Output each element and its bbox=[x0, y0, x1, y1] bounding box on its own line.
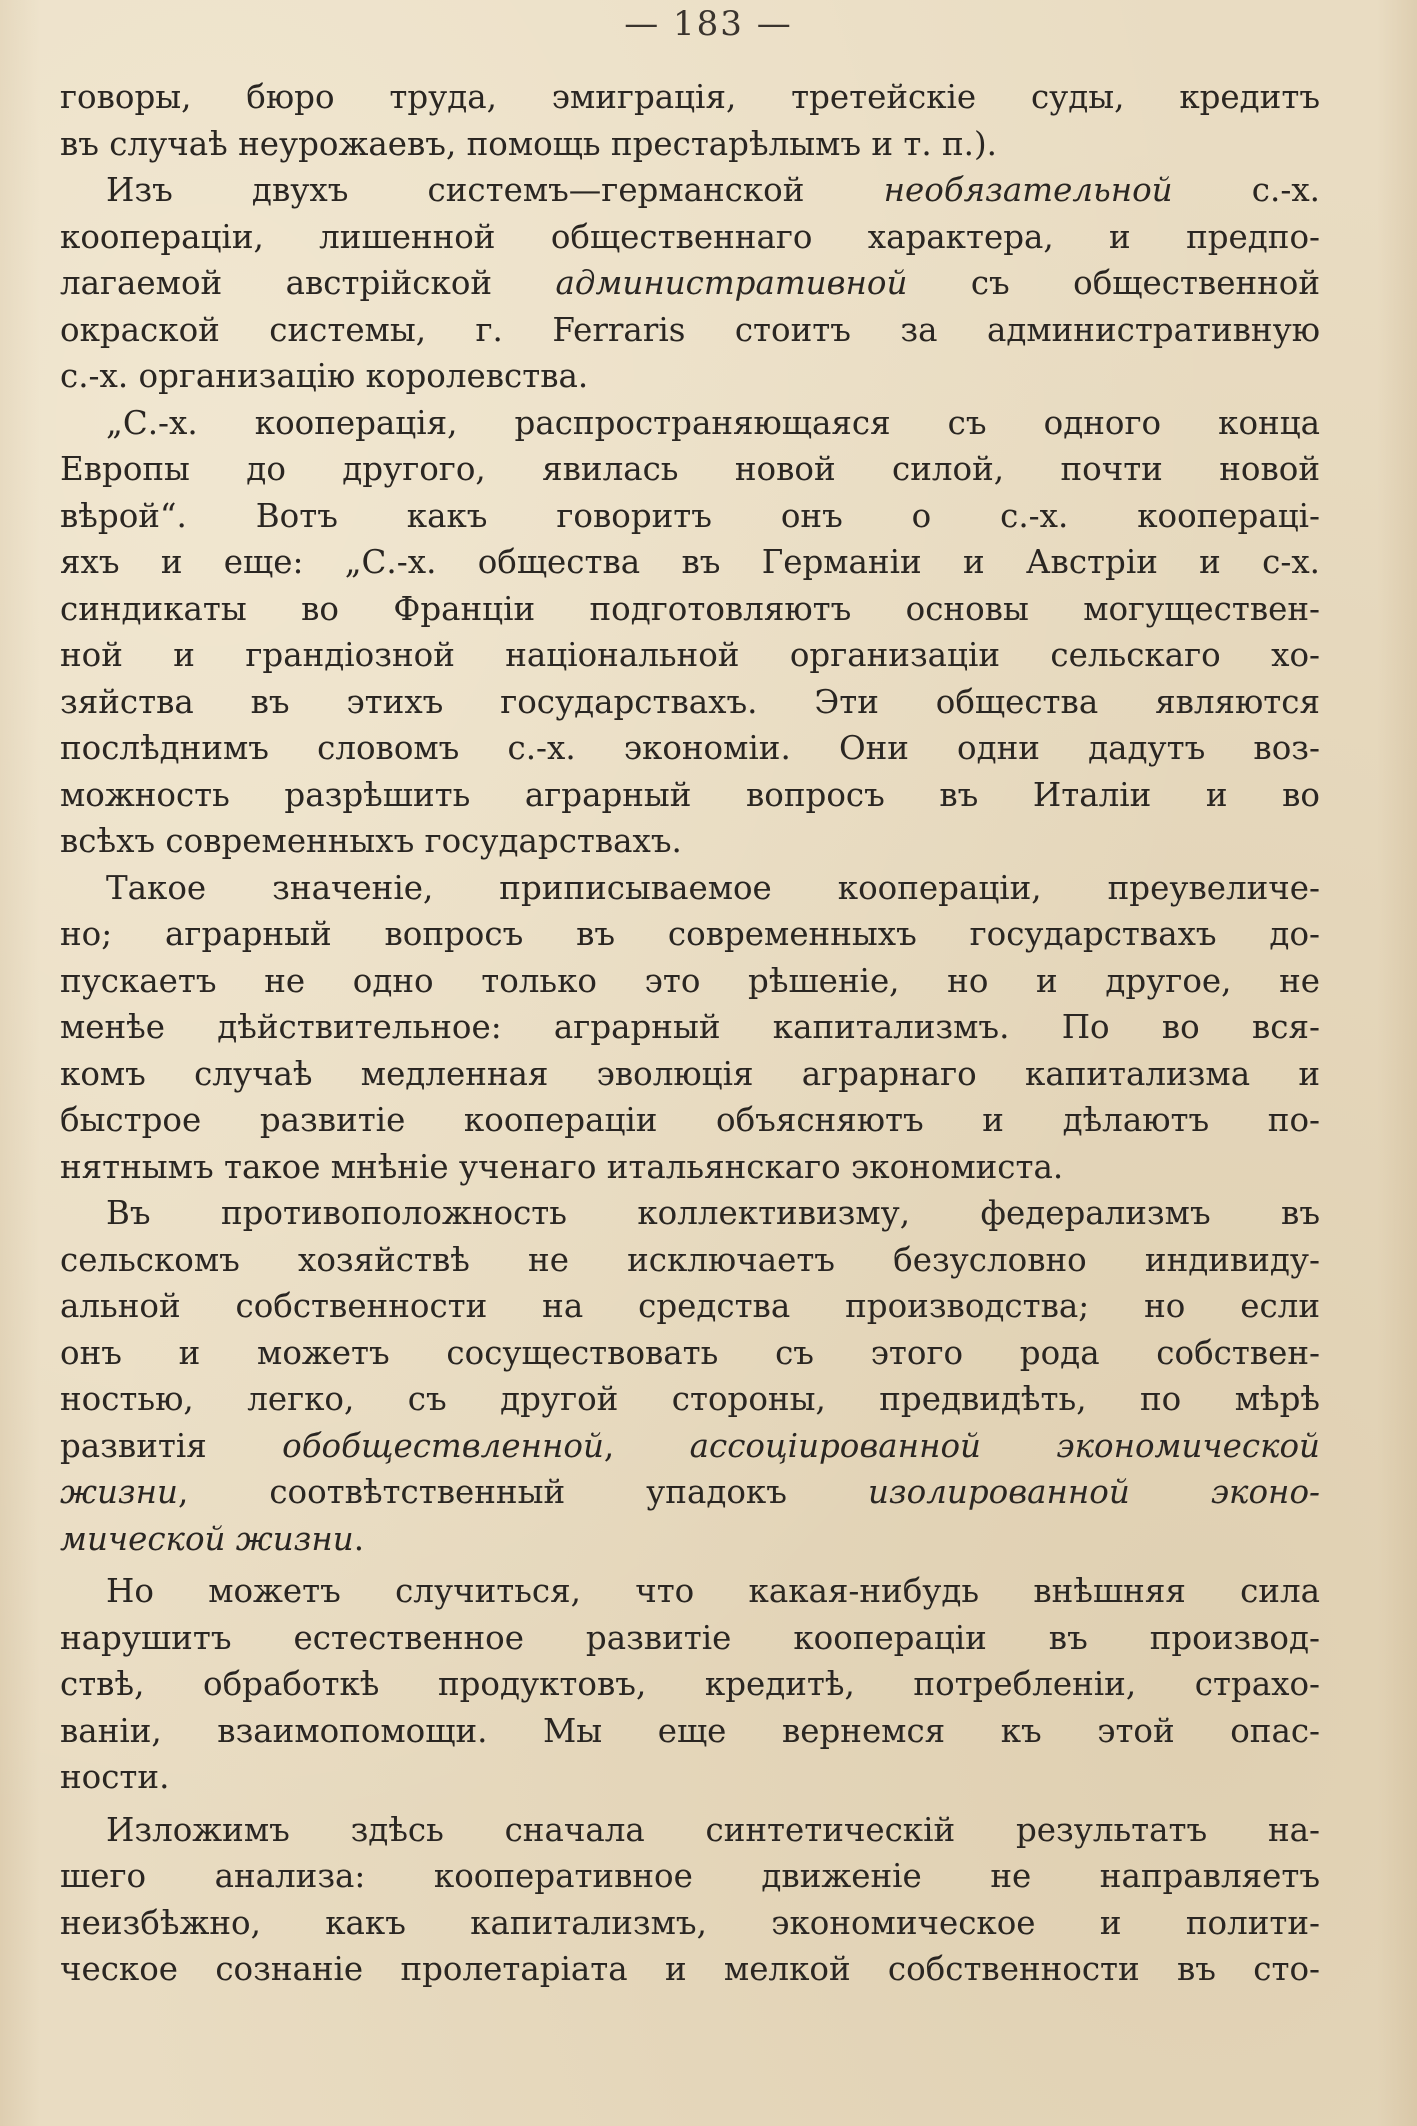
text-line: Въ противоположность коллективизму, федерализмъ въ bbox=[106, 1194, 1320, 1232]
italic-phrase: ассоціированной экономической bbox=[689, 1426, 1320, 1465]
text-line: но; аграрный вопросъ въ современныхъ государствахъ до- bbox=[60, 915, 1320, 953]
text-line: неизбѣжно, какъ капитализмъ, экономическое и полити- bbox=[60, 1903, 1320, 1942]
text-line: „С.-х. кооперація, распространяющаяся съ одного конца bbox=[106, 403, 1320, 442]
text-line: можность разрѣшить аграрный вопросъ въ Италіи и во bbox=[60, 775, 1320, 814]
text-line: ческое сознаніе пролетаріата и мелкой собственности въ сто- bbox=[60, 1950, 1320, 1988]
text-line: въ случаѣ неурожаевъ, помощь престарѣлымъ и т. п.). bbox=[60, 124, 998, 163]
text-line: пускаетъ не одно только это рѣшеніе, но и другое, не bbox=[60, 961, 1320, 1000]
text-line: онъ и можетъ сосуществовать съ этого рода собствен- bbox=[60, 1333, 1320, 1372]
text-line: альной собственности на средства производства; но если bbox=[60, 1287, 1320, 1325]
text-line: быстрое развитіе коопераціи объясняютъ и дѣлаютъ по- bbox=[60, 1101, 1320, 1139]
text-line: сельскомъ хозяйствѣ не исключаетъ безусловно индивиду- bbox=[60, 1240, 1320, 1279]
text-line: синдикаты во Франціи подготовляютъ основы могуществен- bbox=[60, 589, 1320, 628]
text-line: зяйства въ этихъ государствахъ. Эти общества являются bbox=[60, 682, 1320, 721]
text-line: яхъ и еще: „С.-х. общества въ Германіи и Австріи и с-х. bbox=[60, 543, 1320, 581]
text-line: Европы до другого, явилась новой силой, почти новой bbox=[60, 450, 1320, 488]
text-line: жизни, соотвѣтственный упадокъ изолированной эконо- bbox=[60, 1473, 1320, 1511]
italic-phrase: мической жизни bbox=[60, 1519, 354, 1558]
text-line: нарушитъ естественное развитіе коопераціи въ производ- bbox=[60, 1618, 1320, 1657]
text-line: окраской системы, г. Ferraris стоитъ за административную bbox=[60, 310, 1320, 349]
text-line: ствѣ, обработкѣ продуктовъ, кредитѣ, потребленіи, страхо- bbox=[60, 1665, 1320, 1703]
text-line: Изъ двухъ системъ—германской необязательной с.-х. bbox=[106, 171, 1320, 209]
italic-phrase: обобществленной bbox=[282, 1426, 604, 1465]
italic-phrase: изолированной эконо- bbox=[867, 1473, 1320, 1511]
text-line: ностью, легко, съ другой стороны, предвидѣть, по мѣрѣ bbox=[60, 1380, 1320, 1418]
text-line: лагаемой австрійской административной съ общественной bbox=[60, 264, 1320, 302]
page-number: — 183 — bbox=[624, 4, 793, 44]
text-line: с.-х. организацію королевства. bbox=[60, 357, 589, 395]
text-line: вѣрой“. Вотъ какъ говоритъ онъ о с.-х. коопераці- bbox=[60, 496, 1320, 535]
text-line: ности. bbox=[60, 1758, 170, 1796]
italic-phrase: необязательной bbox=[883, 171, 1173, 209]
text-line: послѣднимъ словомъ с.-х. экономіи. Они одни дадутъ воз- bbox=[60, 729, 1320, 767]
text-line: Такое значеніе, приписываемое коопераціи, преувеличе- bbox=[106, 868, 1320, 907]
text-line: всѣхъ современныхъ государствахъ. bbox=[60, 822, 682, 860]
text-line: говоры, бюро труда, эмиграція, третейскіе суды, кредитъ bbox=[60, 78, 1320, 116]
text-line: ной и грандіозной національной организаціи сельскаго хо- bbox=[60, 636, 1320, 674]
text-line: шего анализа: кооперативное движеніе не направляетъ bbox=[60, 1857, 1320, 1895]
text-line: развитія обобществленной, ассоціированной экономической bbox=[60, 1426, 1320, 1465]
text-line: менѣе дѣйствительное: аграрный капитализмъ. По во вся- bbox=[60, 1008, 1320, 1046]
text-line: Но можетъ случиться, что какая-нибудь внѣшняя сила bbox=[106, 1572, 1320, 1610]
text-line: Изложимъ здѣсь сначала синтетическій результатъ на- bbox=[106, 1810, 1320, 1849]
text-line: нятнымъ такое мнѣніе ученаго итальянскаго экономиста. bbox=[60, 1147, 1064, 1186]
body-text bbox=[60, 74, 1320, 1993]
text-line: ваніи, взаимопомощи. Мы еще вернемся къ этой опас- bbox=[60, 1711, 1320, 1750]
text-line: кооперацiи, лишенной общественнаго характера, и предпо- bbox=[60, 217, 1320, 256]
italic-phrase: административной bbox=[555, 264, 908, 302]
text-line: комъ случаѣ медленная эволюція аграрнаго капитализма и bbox=[60, 1054, 1320, 1093]
text-line: мической жизни. bbox=[60, 1519, 365, 1558]
italic-phrase: жизни bbox=[60, 1473, 178, 1511]
